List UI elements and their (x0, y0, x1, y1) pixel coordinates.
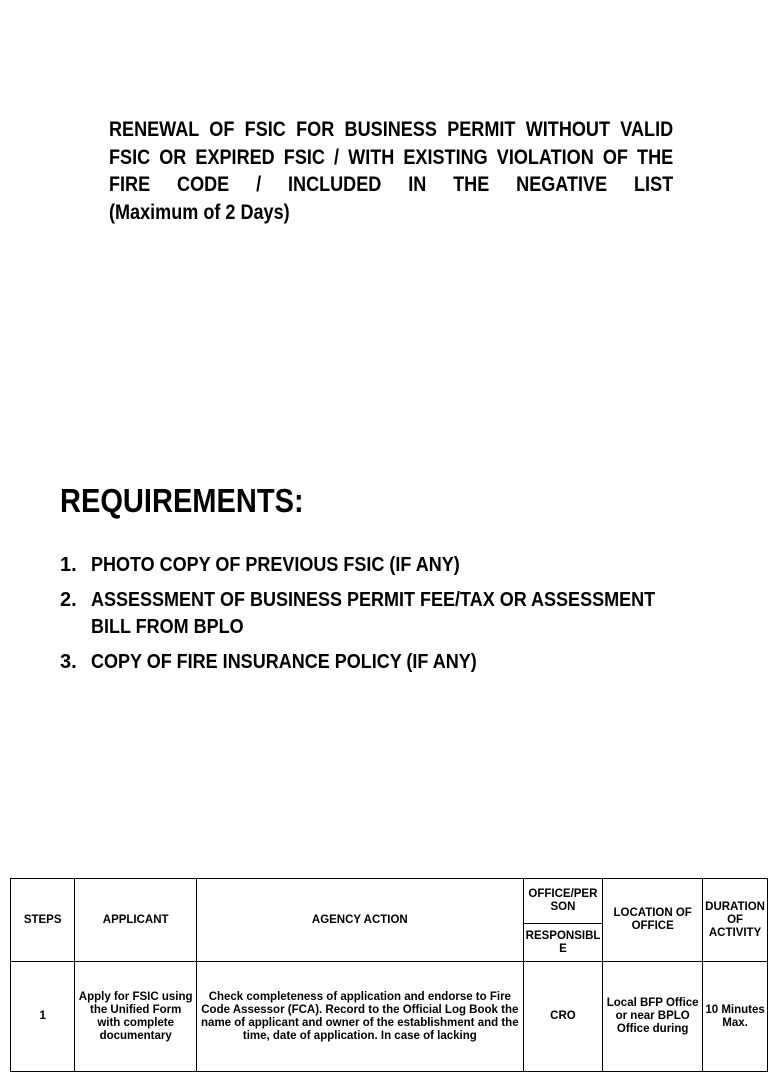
requirement-number: 1. (60, 554, 77, 576)
header-duration: DURATION OF ACTIVITY (703, 879, 768, 962)
requirements-heading: REQUIREMENTS: (60, 482, 304, 519)
process-steps-table (10, 878, 768, 1072)
header-agency-action: AGENCY ACTION (197, 879, 524, 962)
requirements-list (60, 552, 760, 684)
requirement-item (60, 649, 760, 676)
cell-location: Local BFP Office or near BPLO Office during (603, 962, 703, 1072)
requirement-number: 2. (60, 589, 77, 611)
header-office-person: OFFICE/PER SON (523, 879, 603, 924)
table-header-row (11, 879, 768, 924)
requirement-text: PHOTO COPY OF PREVIOUS FSIC (IF ANY) (91, 554, 460, 576)
cell-office: CRO (523, 962, 603, 1072)
requirement-item (60, 587, 760, 641)
header-applicant: APPLICANT (75, 879, 197, 962)
header-responsible: RESPONSIBL E (523, 924, 603, 962)
header-location: LOCATION OF OFFICE (603, 879, 703, 962)
document-title (109, 116, 673, 226)
requirement-item (60, 552, 760, 579)
title-duration: (Maximum of 2 Days) (109, 200, 290, 224)
title-main: RENEWAL OF FSIC FOR BUSINESS PERMIT WITHOUT VALID FSIC OR EXPIRED FSIC / WITH EXISTING VIOLATION OF THE FIRE CODE / INCLUDED IN THE NEGATIVE LIST (109, 118, 674, 196)
table-row (11, 962, 768, 1072)
cell-applicant: Apply for FSIC using the Unified Form with complete documentary (75, 962, 197, 1072)
cell-agency-action: Check completeness of application and endorse to Fire Code Assessor (FCA). Record to the Official Log Book the name of applicant and owner of the establishment and the time, date of application. In case of lacking (197, 962, 524, 1072)
requirement-text: ASSESSMENT OF BUSINESS PERMIT FEE/TAX OR ASSESSMENT BILL FROM BPLO (91, 589, 656, 638)
requirement-text: COPY OF FIRE INSURANCE POLICY (IF ANY) (91, 651, 477, 673)
header-steps: STEPS (11, 879, 75, 962)
requirement-number: 3. (60, 651, 77, 673)
cell-duration: 10 Minutes Max. (703, 962, 768, 1072)
cell-step: 1 (11, 962, 75, 1072)
